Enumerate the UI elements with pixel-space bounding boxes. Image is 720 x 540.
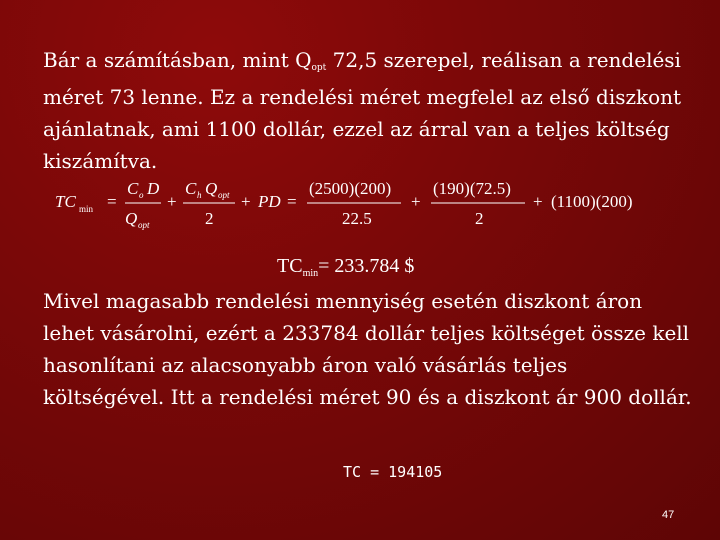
formula-ch-sub: h	[197, 190, 202, 200]
formula-two-1: 2	[205, 209, 214, 228]
page-number: 47	[662, 509, 675, 521]
tc-min-subscript: min	[302, 268, 319, 279]
formula-q2-sub: opt	[218, 190, 230, 200]
formula-tail: (1100)(200)	[551, 192, 633, 211]
formula-svg	[55, 176, 675, 236]
formula-d: D	[147, 179, 160, 198]
formula-den-2: 2	[475, 209, 484, 228]
comparison-paragraph: Mivel magasabb rendelési mennyiség esetén diszkont áron lehet vásárolni, ezért a 233784 dollár teljes költséget össze kell hasonlítani az alacsonyabb áron való vásárlás teljes költségével. Itt a rendelési méret 90 és a diszkont ár 900 dollár.	[43, 289, 692, 409]
formula-tc: TC	[55, 192, 76, 211]
formula-plus-3: +	[411, 192, 421, 211]
formula-den-1: 22.5	[342, 209, 372, 228]
qopt-subscript: opt	[311, 63, 327, 73]
total-cost-formula	[55, 176, 675, 236]
tc-min-value: = 233.784 $	[318, 255, 415, 277]
formula-plus-1: +	[167, 192, 177, 211]
intro-text-rest: 72,5 szerepel, reálisan a rendelési méret 73 lenne. Ez a rendelési méret megfelel az első diszkont ajánlatnak, ami 1100 dollár, ezzel az árral van a teljes költség kiszámítva.	[43, 48, 682, 173]
formula-ch: C	[185, 179, 197, 198]
intro-text-start: Bár a számításban, mint Q	[43, 48, 312, 72]
formula-plus-4: +	[533, 192, 543, 211]
formula-q2: Q	[205, 179, 218, 198]
formula-co: C	[127, 179, 139, 198]
formula-tc-sub: min	[79, 204, 94, 214]
formula-num-1: (2500)(200)	[309, 179, 392, 198]
formula-plus-2: +	[241, 192, 251, 211]
tc-result: TC = 194105	[343, 463, 443, 481]
formula-num-2: (190)(72.5)	[433, 179, 511, 198]
intro-paragraph	[43, 44, 693, 177]
formula-eq: =	[107, 192, 117, 211]
formula-q-sub: opt	[138, 220, 150, 230]
formula-co-sub: o	[139, 190, 144, 200]
formula-pd: PD	[258, 192, 281, 211]
tc-min-label: TC	[277, 255, 303, 277]
formula-q: Q	[125, 209, 138, 228]
tc-min-result	[277, 255, 414, 278]
formula-eq-2: =	[287, 192, 297, 211]
